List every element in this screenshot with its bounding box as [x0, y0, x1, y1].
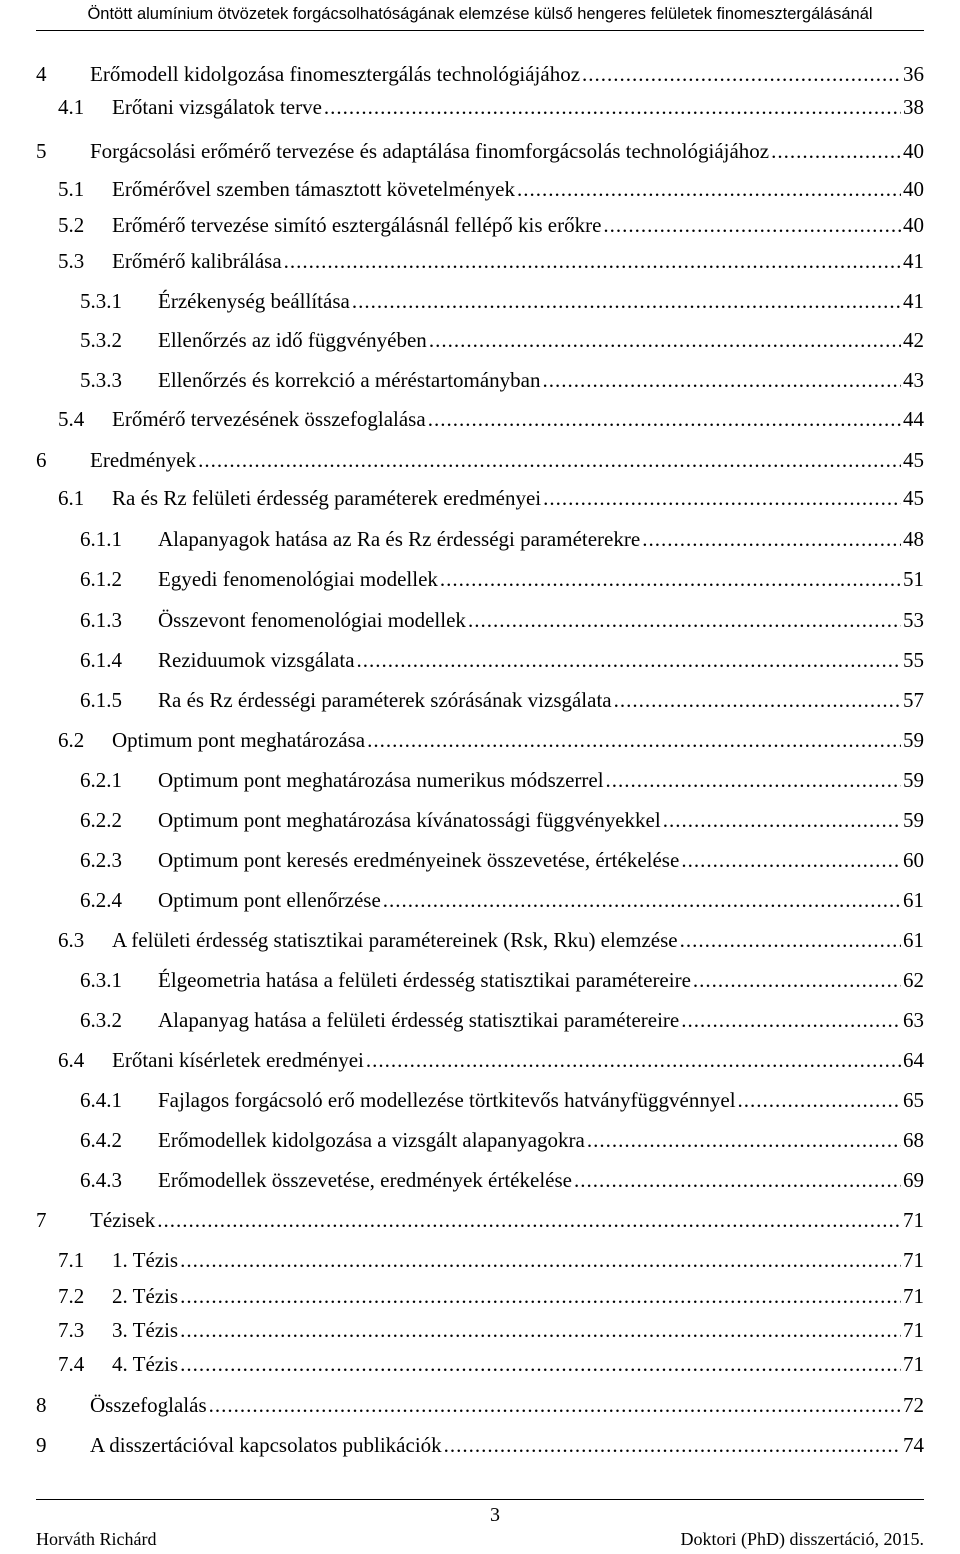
toc-entry[interactable] — [80, 1126, 924, 1154]
toc-entry-title: Erőmodellek kidolgozása a vizsgált alapanyagokra — [158, 1128, 585, 1152]
toc-entry[interactable] — [58, 1282, 924, 1310]
toc-entry-number: 8 — [36, 1393, 47, 1417]
toc-entry[interactable] — [80, 366, 924, 394]
dot-leader — [367, 726, 901, 754]
toc-entry[interactable] — [36, 1431, 924, 1459]
toc-entry-page: 43 — [903, 368, 924, 392]
dot-leader — [180, 1282, 901, 1310]
toc-entry[interactable] — [58, 247, 924, 275]
toc-entry-page: 63 — [903, 1008, 924, 1032]
toc-entry-title: Alapanyagok hatása az Ra és Rz érdességi paraméterekre — [158, 527, 641, 551]
toc-entry-number: 6.4.2 — [80, 1128, 122, 1152]
toc-entry[interactable] — [80, 886, 924, 914]
toc-entry-page: 40 — [903, 139, 924, 163]
toc-entry-number: 7.3 — [58, 1318, 85, 1342]
dot-leader — [614, 686, 901, 714]
toc-entry-number: 6.3 — [58, 928, 85, 952]
toc-entry-title: A felületi érdesség statisztikai paramétereinek (Rsk, Rku) elemzése — [112, 928, 678, 952]
toc-entry-title: Élgeometria hatása a felületi érdesség statisztikai paramétereire — [158, 968, 691, 992]
toc-entry[interactable] — [80, 1086, 924, 1114]
dot-leader — [681, 1006, 901, 1034]
toc-entry-title: Optimum pont meghatározása numerikus módszerrel — [158, 768, 604, 792]
toc-entry-title: Reziduumok vizsgálata — [158, 648, 355, 672]
toc-entry-page: 55 — [903, 648, 924, 672]
toc-entry[interactable] — [80, 966, 924, 994]
dot-leader — [357, 646, 901, 674]
toc-entry[interactable] — [58, 926, 924, 954]
toc-entry-page: 59 — [903, 768, 924, 792]
dot-leader — [429, 326, 901, 354]
dot-leader — [383, 886, 901, 914]
toc-entry-number: 6.1 — [58, 486, 85, 510]
dot-leader — [198, 446, 901, 474]
toc-entry-page: 71 — [903, 1284, 924, 1308]
dot-leader — [468, 606, 901, 634]
dot-leader — [352, 287, 901, 315]
toc-entry-page: 65 — [903, 1088, 924, 1112]
running-header: Öntött alumínium ötvözetek forgácsolhatóságának elemzése külső hengeres felületek finomesztergálásánál — [36, 0, 924, 31]
toc-entry-page: 48 — [903, 527, 924, 551]
toc-entry-title: A disszertációval kapcsolatos publikációk — [90, 1433, 442, 1457]
toc-entry-title: Összefoglalás — [90, 1393, 207, 1417]
dot-leader — [680, 926, 901, 954]
toc-entry[interactable] — [80, 606, 924, 634]
toc-entry-title: Eredmények — [90, 448, 197, 472]
toc-entry-number: 6.2.1 — [80, 768, 122, 792]
toc-entry-number: 7.2 — [58, 1284, 85, 1308]
toc-entry-page: 36 — [903, 62, 924, 86]
toc-entry-number: 4 — [36, 62, 47, 86]
dot-leader — [180, 1350, 901, 1378]
toc-entry[interactable] — [58, 1246, 924, 1274]
toc-entry-page: 40 — [903, 177, 924, 201]
toc-entry[interactable] — [58, 211, 924, 239]
dot-leader — [440, 565, 901, 593]
toc-entry-number: 6.4.1 — [80, 1088, 122, 1112]
toc-entry-number: 6.1.4 — [80, 648, 122, 672]
toc-entry[interactable] — [80, 766, 924, 794]
toc-entry-title: 1. Tézis — [112, 1248, 179, 1272]
toc-entry-title: Erőmérő tervezésének összefoglalása — [112, 407, 426, 431]
toc-entry-page: 45 — [903, 486, 924, 510]
toc-entry-number: 6.3.2 — [80, 1008, 122, 1032]
toc-entry[interactable] — [58, 175, 924, 203]
toc-entry-page: 69 — [903, 1168, 924, 1192]
toc-entry-number: 5.3.3 — [80, 368, 122, 392]
toc-entry-number: 7.4 — [58, 1352, 85, 1376]
toc-entry-title: Erőmérő tervezése simító esztergálásnál fellépő kis erőkre — [112, 213, 602, 237]
footer-document-type: Doktori (PhD) disszertáció, 2015. — [680, 1529, 924, 1549]
toc-entry-page: 51 — [903, 567, 924, 591]
toc-entry-page: 53 — [903, 608, 924, 632]
toc-entry[interactable] — [58, 726, 924, 754]
toc-entry-page: 59 — [903, 808, 924, 832]
toc-entry[interactable] — [36, 137, 924, 165]
toc-entry-number: 6.1.1 — [80, 527, 122, 551]
toc-entry-title: Erőmérővel szemben támasztott követelmények — [112, 177, 515, 201]
toc-entry-number: 5.4 — [58, 407, 85, 431]
toc-entry-title: Forgácsolási erőmérő tervezése és adaptálása finomforgácsolás technológiájához — [90, 139, 770, 163]
toc-entry[interactable] — [36, 1206, 924, 1234]
dot-leader — [642, 525, 901, 553]
toc-entry[interactable] — [80, 846, 924, 874]
toc-entry-number: 9 — [36, 1433, 47, 1457]
dot-leader — [543, 484, 901, 512]
toc-entry-title: Erőtani vizsgálatok terve — [112, 95, 322, 119]
toc-entry-title: Optimum pont keresés eredményeinek összevetése, értékelése — [158, 848, 680, 872]
toc-entry-title: Optimum pont meghatározása — [112, 728, 366, 752]
toc-entry-title: Erőmodell kidolgozása finomesztergálás technológiájához — [90, 62, 581, 86]
dot-leader — [771, 137, 901, 165]
toc-entry-page: 71 — [903, 1208, 924, 1232]
dot-leader — [738, 1086, 901, 1114]
toc-entry-title: Ellenőrzés és korrekció a méréstartományban — [158, 368, 541, 392]
toc-entry-page: 60 — [903, 848, 924, 872]
toc-entry-page: 38 — [903, 95, 924, 119]
dot-leader — [180, 1316, 901, 1344]
dot-leader — [180, 1246, 901, 1274]
footer-author: Horváth Richárd — [36, 1529, 157, 1549]
toc-entry[interactable] — [36, 446, 924, 474]
toc-entry-page: 71 — [903, 1318, 924, 1342]
page-number: 3 — [490, 1504, 500, 1526]
toc-entry-number: 7 — [36, 1208, 47, 1232]
dot-leader — [428, 405, 901, 433]
toc-entry-page: 45 — [903, 448, 924, 472]
dot-leader — [606, 766, 901, 794]
toc-entry-title: Ra és Rz érdességi paraméterek szórásának vizsgálata — [158, 688, 612, 712]
toc-entry[interactable] — [80, 565, 924, 593]
toc-entry-page: 74 — [903, 1433, 924, 1457]
toc-entry-number: 5 — [36, 139, 47, 163]
toc-entry-page: 44 — [903, 407, 924, 431]
toc-entry-page: 62 — [903, 968, 924, 992]
toc-entry[interactable] — [80, 1166, 924, 1194]
toc-entry-title: Egyedi fenomenológiai modellek — [158, 567, 438, 591]
toc-entry-title: Erőmodellek összevetése, eredmények értékelése — [158, 1168, 572, 1192]
toc-entry-title: Erőtani kísérletek eredményei — [112, 1048, 364, 1072]
dot-leader — [284, 247, 901, 275]
dot-leader — [663, 806, 901, 834]
toc-entry-number: 5.2 — [58, 213, 85, 237]
dot-leader — [693, 966, 901, 994]
dot-leader — [366, 1046, 901, 1074]
toc-entry-page: 42 — [903, 328, 924, 352]
toc-entry-number: 6.3.1 — [80, 968, 122, 992]
toc-entry-title: Erőmérő kalibrálása — [112, 249, 282, 273]
toc-entry[interactable] — [80, 326, 924, 354]
toc-entry-number: 6.1.2 — [80, 567, 122, 591]
toc-entry-number: 5.3 — [58, 249, 85, 273]
toc-entry[interactable] — [80, 525, 924, 553]
toc-entry-title: Alapanyag hatása a felületi érdesség statisztikai paramétereire — [158, 1008, 680, 1032]
toc-entry-title: Optimum pont ellenőrzése — [158, 888, 381, 912]
toc-entry-title: 3. Tézis — [112, 1318, 179, 1342]
dot-leader — [157, 1206, 901, 1234]
dot-leader — [543, 366, 901, 394]
toc-entry[interactable] — [80, 646, 924, 674]
toc-entry-title: 2. Tézis — [112, 1284, 179, 1308]
toc-entry-number: 6.2.3 — [80, 848, 122, 872]
toc-entry-number: 6.2.2 — [80, 808, 122, 832]
toc-entry-title: Ellenőrzés az idő függvényében — [158, 328, 427, 352]
toc-entry[interactable] — [58, 93, 924, 121]
dot-leader — [517, 175, 901, 203]
toc-entry-page: 71 — [903, 1352, 924, 1376]
toc-entry-number: 5.1 — [58, 177, 85, 201]
toc-entry[interactable] — [58, 405, 924, 433]
toc-entry-page: 41 — [903, 289, 924, 313]
toc-entry[interactable] — [58, 1046, 924, 1074]
toc-entry-page: 72 — [903, 1393, 924, 1417]
dot-leader — [324, 93, 901, 121]
toc-entry-title: Fajlagos forgácsoló erő modellezése törtkitevős hatványfüggvénnyel — [158, 1088, 736, 1112]
toc-entry-page: 64 — [903, 1048, 924, 1072]
toc-entry[interactable] — [80, 806, 924, 834]
footer-divider — [36, 1499, 924, 1500]
toc-entry-page: 68 — [903, 1128, 924, 1152]
toc-entry-number: 5.3.1 — [80, 289, 122, 313]
dot-leader — [444, 1431, 901, 1459]
dot-leader — [681, 846, 901, 874]
toc-entry-number: 5.3.2 — [80, 328, 122, 352]
dot-leader — [582, 60, 901, 88]
dot-leader — [574, 1166, 901, 1194]
toc-entry-page: 41 — [903, 249, 924, 273]
toc-entry-title: 4. Tézis — [112, 1352, 179, 1376]
toc-entry-page: 71 — [903, 1248, 924, 1272]
dot-leader — [603, 211, 901, 239]
toc-entry[interactable] — [80, 287, 924, 315]
toc-entry-number: 4.1 — [58, 95, 85, 119]
toc-entry[interactable] — [80, 1006, 924, 1034]
toc-entry-page: 40 — [903, 213, 924, 237]
dot-leader — [209, 1391, 901, 1419]
toc-entry-page: 61 — [903, 888, 924, 912]
toc-entry-page: 59 — [903, 728, 924, 752]
toc-entry[interactable] — [58, 1350, 924, 1378]
toc-entry-title: Összevont fenomenológiai modellek — [158, 608, 466, 632]
toc-entry[interactable] — [80, 686, 924, 714]
toc-entry[interactable] — [36, 1391, 924, 1419]
toc-entry-title: Érzékenység beállítása — [158, 289, 350, 313]
toc-entry[interactable] — [58, 484, 924, 512]
toc-entry-number: 6.4.3 — [80, 1168, 122, 1192]
toc-entry[interactable] — [58, 1316, 924, 1344]
toc-entry[interactable] — [36, 60, 924, 88]
toc-entry-title: Ra és Rz felületi érdesség paraméterek eredményei — [112, 486, 542, 510]
toc-entry-page: 57 — [903, 688, 924, 712]
toc-entry-number: 6.1.3 — [80, 608, 122, 632]
toc-entry-title: Optimum pont meghatározása kívánatossági függvényekkel — [158, 808, 661, 832]
toc-entry-number: 6.4 — [58, 1048, 85, 1072]
toc-entry-number: 7.1 — [58, 1248, 85, 1272]
toc-entry-number: 6.2.4 — [80, 888, 122, 912]
dot-leader — [587, 1126, 901, 1154]
toc-entry-title: Tézisek — [90, 1208, 156, 1232]
toc-entry-number: 6 — [36, 448, 47, 472]
toc-entry-number: 6.1.5 — [80, 688, 122, 712]
toc-entry-number: 6.2 — [58, 728, 85, 752]
toc-entry-page: 61 — [903, 928, 924, 952]
